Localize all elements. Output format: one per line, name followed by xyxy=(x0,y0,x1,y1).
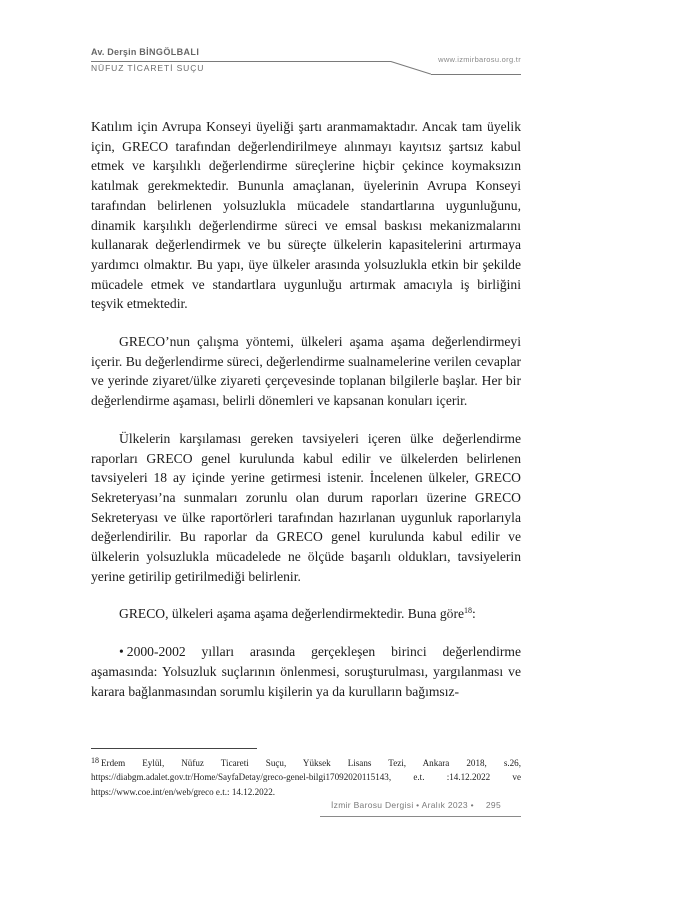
page-number: 295 xyxy=(485,800,501,810)
footer-rule xyxy=(320,816,521,817)
footnote-number: 18 xyxy=(91,756,99,765)
website-url[interactable]: www.izmirbarosu.org.tr xyxy=(438,55,521,64)
paragraph-with-reference xyxy=(91,604,521,624)
page-header xyxy=(91,44,521,84)
journal-info: İzmir Barosu Dergisi • Aralık 2023 • xyxy=(331,800,474,810)
footnote-divider xyxy=(91,748,257,749)
paragraph-punctuation: : xyxy=(472,606,476,622)
footnote xyxy=(91,754,521,799)
author-name xyxy=(91,47,199,57)
bullet-item xyxy=(91,642,521,701)
header-rule xyxy=(91,61,391,62)
author-first-name: Av. Derşin xyxy=(91,47,137,57)
footnote-text: Erdem Eylül, Nüfuz Ticareti Suçu, Yüksek Lisans Tezi, Ankara 2018, s.26, https://diabgm.adalet.gov.tr/Home/SayfaDetay/greco-genel-bilgi17092020115143, e.t. :14.12.2022 ve https://www.coe.int/en/web/greco e.t.: 14.12.2022. xyxy=(91,758,521,797)
header-rule-right xyxy=(431,74,521,75)
paragraph: GRECO’nun çalışma yöntemi, ülkeleri aşama aşama değerlendirmeyi içerir. Bu değerlendirme süreci, değerlendirme sualnamelerine verilen cevaplar ve yerinde ziyaret/ülke ziyareti çerçevesinde toplanan bilgilerle başlar. Her bir değerlendirme aşaması, belirli dönemleri ve kapsanan konuları içerir. xyxy=(91,334,521,409)
paragraph: Ülkelerin karşılaması gereken tavsiyeleri içeren ülke değerlendirme raporları GRECO genel kurulunda kabul edilir ve ülkelerden belirlenen tavsiyeleri 18 ay içinde yerine getirmesi istenir. İncelenen ülkeler, GRECO Sekreteryası’na sunmaları zorunlu olan durum raporları üzerine GRECO Sekreteryası ve ülke raportörleri tarafından hazırlanan uygunluk raporlarıyla değerlendirilir. Bu raporlar da GRECO genel kurulunda kabul edilir ve ülkelerin yolsuzlukla mücadelede ne ölçüde başarılı oldukları, tavsiyelerin yerine getirilip getirilmediği belirlenir. xyxy=(91,430,521,584)
article-subject: NÜFUZ TİCARETİ SUÇU xyxy=(91,63,205,73)
article-body xyxy=(91,117,521,719)
paragraph: Katılım için Avrupa Konseyi üyeliği şartı aranmamaktadır. Ancak tam üyelik için, GRECO tarafından değerlendirilmeye alınmayı kayıtsız şartsız kabul etmek ve karşılıklı değerlendirme süreçlerine hiçbir çekince koymaksızın katılmak gerekmektedir. Bununla amaçlanan, üyelerinin Avrupa Konseyi tarafından belirlenen yolsuzlukla mücadele standartlarına uygunluğunu, dinamik karşılıklı değerlendirme süreci ve emsal baskısı mekanizmalarını kullanarak değerlendirmek ve bu süreçte ülkelerin kapasitelerini artırmaya yardımcı olmaktır. Bu yapı, üye ülkeler arasında yolsuzlukla etkin bir şekilde mücadele etmek ve standartlara uygunluğu artırmak amacıyla iş birliğini teşvik etmektedir. xyxy=(91,119,521,312)
author-surname: BİNGÖLBALI xyxy=(139,47,200,57)
header-rule-slant xyxy=(391,61,431,75)
footnote-reference[interactable]: 18 xyxy=(464,606,473,616)
bullet-icon: • xyxy=(119,644,124,660)
page-footer xyxy=(331,800,501,810)
bullet-text: 2000-2002 yılları arasında gerçekleşen birinci değerlendirme aşamasında: Yolsuzluk suçlarının önlenmesi, soruşturulması, yargılanması ve karara bağlanmasından sorumlu kişilerin ya da kurulların bağımsız- xyxy=(91,644,521,699)
paragraph-text: GRECO, ülkeleri aşama aşama değerlendirmektedir. Buna göre xyxy=(119,606,465,622)
